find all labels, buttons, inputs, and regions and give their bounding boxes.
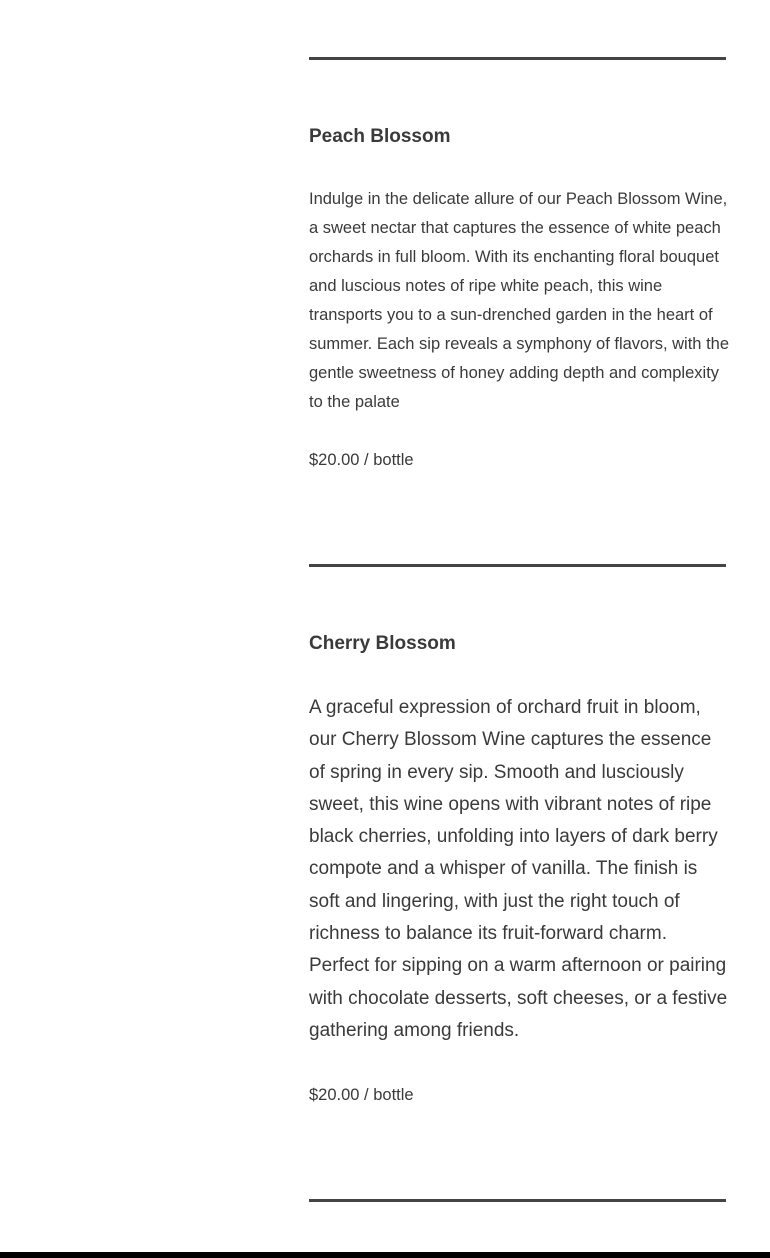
section-divider [309, 564, 726, 567]
section-divider [309, 57, 726, 60]
wine-description: A graceful expression of orchard fruit in bloom, our Cherry Blossom Wine captures the essence of spring in every sip. Smooth and lusciously sweet, this wine opens with vibrant notes of ripe black cherries, unfolding into layers of dark berry compote and a whisper of vanilla. The finish is soft and lingering, with just the right touch of richness to balance its fruit-forward charm. Perfect for sipping on a warm afternoon or pairing with chocolate desserts, soft cheeses, or a festive gathering among friends. [309, 697, 728, 1041]
wine-name: Cherry Blossom [309, 633, 456, 654]
section-divider [309, 1199, 726, 1202]
wine-name: Peach Blossom [309, 126, 451, 147]
bottom-bar [0, 1252, 770, 1258]
wine-item-cherry-blossom [309, 632, 729, 1106]
wine-price: $20.00 / bottle [309, 1086, 414, 1105]
wine-price: $20.00 / bottle [309, 451, 414, 469]
wine-description: Indulge in the delicate allure of our Peach Blossom Wine, a sweet nectar that captures the essence of white peach orchards in full bloom. With its enchanting floral bouquet and luscious notes of ripe white peach, this wine transports you to a sun-drenched garden in the heart of summer. Each sip reveals a symphony of flavors, with the gentle sweetness of honey adding depth and complexity to the palate [309, 190, 730, 411]
wine-item-peach-blossom [309, 125, 729, 471]
